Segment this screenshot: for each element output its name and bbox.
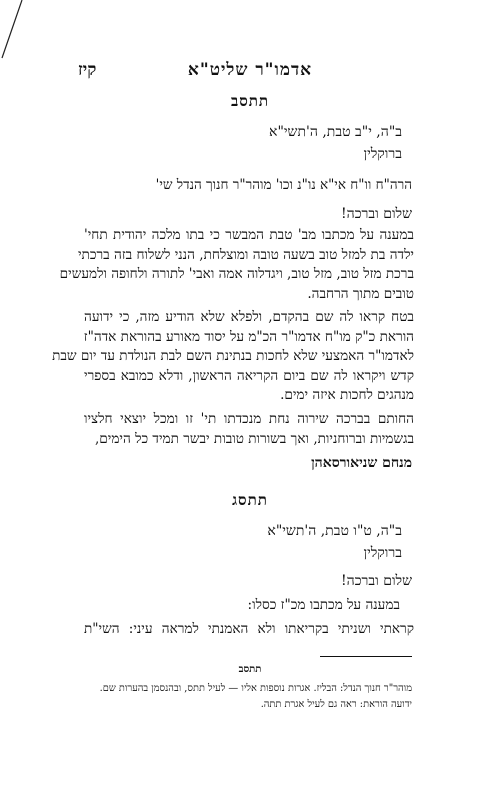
letter-2-paragraph-1 xyxy=(90,596,400,616)
letter-2-paragraph-2 xyxy=(84,620,414,640)
letter-1-place: ברוקלין xyxy=(363,146,402,162)
footnote-separator xyxy=(320,656,412,657)
letter-1-paragraph-3 xyxy=(84,410,414,449)
letter-number-1: תתסב xyxy=(230,92,270,110)
text-line: קראתי ושניתי בקריאתו ולא האמנתי למראה עיני: השי"ת xyxy=(84,621,414,637)
letter-1-paragraph-2 xyxy=(52,308,414,406)
letter-number-2: תתסג xyxy=(232,491,268,509)
text-line: ברכת מזל טוב, מזל טוב, ויגדלוה אמה ואבי' לתורה ולחופה ולמעשים xyxy=(59,266,414,283)
text-line: ילדה בת למזל טוב בשעה טובה ומוצלחת, הנני לשלוח בזה ברכתי xyxy=(77,246,414,263)
page-number: קיז xyxy=(78,60,97,80)
text-line: במענה על מכתבו מכ"ז כסלו: xyxy=(247,597,400,613)
footnote-title: תתסב xyxy=(238,664,262,675)
text-line: בטח קראו לה שם בהקדם, ולפלא שלא הודיע מזה, כי ידועה xyxy=(84,309,414,325)
letter-2-greeting: שלום וברכה! xyxy=(341,573,412,589)
letter-1-greeting: שלום וברכה! xyxy=(341,206,412,222)
text-line: בגשמיות וברוחניות, ואך בשורות טובות יבשר תמיד כל הימים, xyxy=(94,430,414,447)
text-line: טובים מתוך הרחבה. xyxy=(307,285,414,302)
letter-2-place: ברוקלין xyxy=(363,545,402,561)
running-header-title: אדמו"ר שליט"א xyxy=(187,60,313,80)
letter-1-addressee: הרה"ח וו"ח אי"א נו"נ וכו' מוהר"ר חנוך הנדל שי' xyxy=(155,177,412,193)
letter-1-date: ב"ה, י"ב טבת, ה'תשי"א xyxy=(269,124,402,140)
text-line: החותם בברכה שירוה נחת מנכדתו תי' זו ומכל יוצאי חלציו xyxy=(84,411,414,427)
corner-pen-mark xyxy=(0,0,30,60)
text-line: קדש ויקראו לה שם ביום הקריאה הראשון, ודלא כמובא בספרי xyxy=(84,367,414,384)
text-line: מנהגים לחכות איזה ימים. xyxy=(280,387,414,404)
footnote-line: ידועה הוראת: ראה גם לעיל אגרת תתה. xyxy=(260,699,412,710)
text-line: הוראת כ"ק מו"ח אדמו"ר הכ"מ על יסוד מאורע בהוראת אדה"ז xyxy=(83,328,414,345)
text-line: לאדמו"ר האמצעי שלא לחכות בנתינת השם לבת הנולדת עד יום שבת xyxy=(52,348,414,365)
letter-1-paragraph-1 xyxy=(59,226,414,304)
letter-1-signature: מנחם שניאורסאהן xyxy=(311,455,412,471)
footnote-line: מוהר"ר חנוך הנדל: הבליז. אגרות נוספות אליו — לעיל תתס, ובהנסמן בהערות שם. xyxy=(99,683,412,694)
text-line: במענה על מכתבו מב' טבת המבשר כי בתו מלכה יהודית תחי' xyxy=(84,227,414,243)
letter-2-date: ב"ה, ט"ו טבת, ה'תשי"א xyxy=(267,523,402,539)
